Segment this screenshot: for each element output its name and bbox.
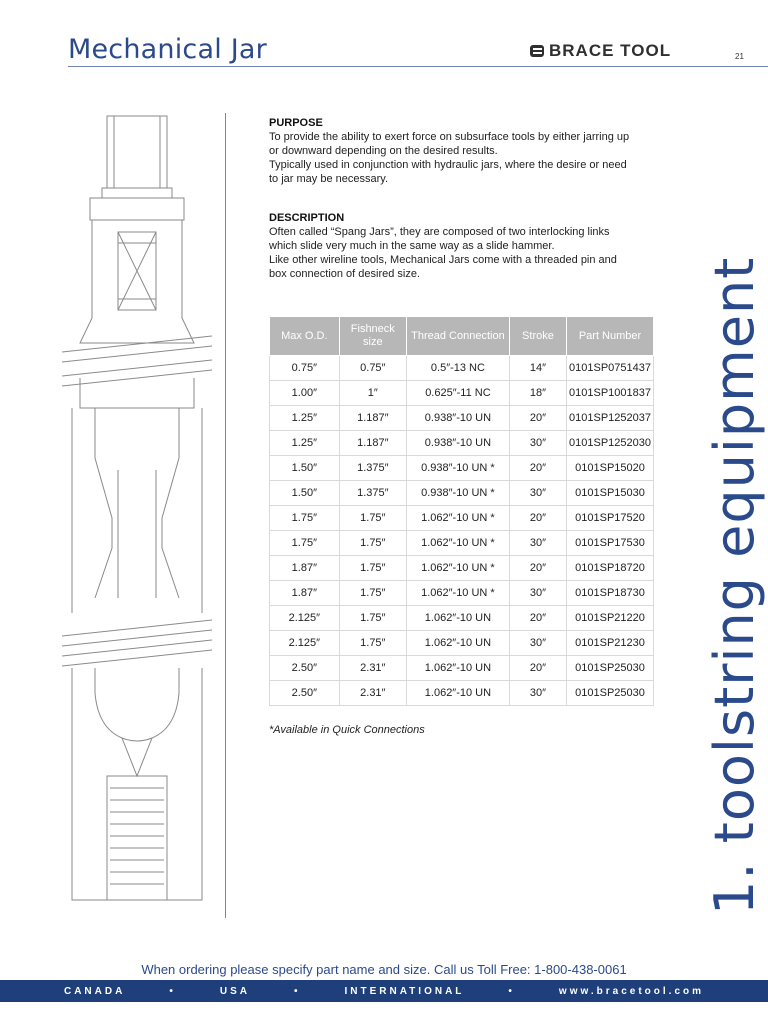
- cell-thread-connection: 1.062″-10 UN: [406, 681, 509, 706]
- cell-max-od: 2.125″: [270, 631, 340, 656]
- cell-max-od: 2.125″: [270, 606, 340, 631]
- footer-item-canada: CANADA: [63, 985, 126, 997]
- brand-name: BRACE TOOL: [549, 41, 672, 60]
- cell-fishneck-size: 1.75″: [339, 606, 406, 631]
- cell-part-number: 0101SP21220: [567, 606, 654, 631]
- cell-thread-connection: 0.938″-10 UN *: [406, 456, 509, 481]
- footer-bullet: •: [293, 985, 301, 997]
- cell-part-number: 0101SP15020: [567, 456, 654, 481]
- cell-thread-connection: 0.938″-10 UN *: [406, 481, 509, 506]
- cell-thread-connection: 1.062″-10 UN: [406, 656, 509, 681]
- description-heading: DESCRIPTION: [269, 212, 345, 224]
- header-divider: [68, 66, 768, 67]
- col-fishneck-size: Fishneck size: [339, 317, 406, 356]
- table-row: [270, 681, 654, 706]
- table-row: [270, 456, 654, 481]
- cell-stroke: 20″: [509, 606, 566, 631]
- order-info: When ordering please specify part name and size. Call us Toll Free: 1-800-438-0061: [141, 962, 627, 977]
- cell-stroke: 20″: [509, 656, 566, 681]
- footer-bullet: •: [169, 985, 176, 997]
- cell-stroke: 30″: [509, 531, 566, 556]
- cell-part-number: 0101SP15030: [567, 481, 654, 506]
- cell-stroke: 18″: [509, 381, 566, 406]
- table-row: [270, 656, 654, 681]
- table-body: [270, 356, 654, 706]
- table-row: [270, 581, 654, 606]
- col-part-number: Part Number: [567, 317, 654, 356]
- cell-part-number: 0101SP1252037: [567, 406, 654, 431]
- cell-part-number: 0101SP25030: [567, 681, 654, 706]
- col-thread-connection: Thread Connection: [406, 317, 509, 356]
- vertical-divider: [225, 113, 226, 918]
- table-row: [270, 531, 654, 556]
- page-title: Mechanical Jar: [68, 34, 267, 65]
- description-line: Like other wireline tools, Mechanical Jars come with a threaded pin and: [269, 254, 617, 266]
- footer-website-link[interactable]: www.bracetool.com: [558, 985, 705, 997]
- cell-stroke: 30″: [509, 681, 566, 706]
- purpose-line: to jar may be necessary.: [269, 173, 389, 185]
- cell-max-od: 1.87″: [270, 556, 340, 581]
- table-row: [270, 556, 654, 581]
- cell-stroke: 14″: [509, 356, 566, 381]
- cell-part-number: 0101SP1001837: [567, 381, 654, 406]
- mechanical-jar-drawing: [62, 108, 212, 908]
- purpose-heading: PURPOSE: [269, 117, 323, 129]
- cell-part-number: 0101SP25030: [567, 656, 654, 681]
- cell-fishneck-size: 1.75″: [339, 581, 406, 606]
- cell-thread-connection: 0.5″-13 NC: [406, 356, 509, 381]
- cell-thread-connection: 1.062″-10 UN *: [406, 531, 509, 556]
- table-row: [270, 431, 654, 456]
- cell-stroke: 30″: [509, 581, 566, 606]
- cell-fishneck-size: 1″: [339, 381, 406, 406]
- table-row: [270, 481, 654, 506]
- cell-thread-connection: 1.062″-10 UN *: [406, 556, 509, 581]
- brace-logo-icon: [529, 43, 545, 59]
- cell-thread-connection: 0.625″-11 NC: [406, 381, 509, 406]
- footer-bar: [0, 980, 768, 1002]
- footer-item-usa: USA: [219, 985, 250, 997]
- cell-part-number: 0101SP17530: [567, 531, 654, 556]
- footer-item-international: INTERNATIONAL: [344, 985, 465, 997]
- cell-max-od: 1.00″: [270, 381, 340, 406]
- cell-max-od: 1.25″: [270, 406, 340, 431]
- brand-logo: [529, 41, 671, 61]
- cell-thread-connection: 1.062″-10 UN *: [406, 506, 509, 531]
- cell-part-number: 0101SP17520: [567, 506, 654, 531]
- cell-fishneck-size: 2.31″: [339, 681, 406, 706]
- cell-stroke: 30″: [509, 431, 566, 456]
- spec-table: [269, 316, 654, 706]
- cell-fishneck-size: 1.187″: [339, 431, 406, 456]
- cell-fishneck-size: 1.75″: [339, 506, 406, 531]
- cell-fishneck-size: 1.375″: [339, 481, 406, 506]
- col-max-od: Max O.D.: [270, 317, 340, 356]
- cell-max-od: 1.50″: [270, 481, 340, 506]
- footer-bullet: •: [508, 985, 515, 997]
- cell-fishneck-size: 0.75″: [339, 356, 406, 381]
- description-line: which slide very much in the same way as a slide hammer.: [269, 240, 555, 252]
- cell-max-od: 1.75″: [270, 506, 340, 531]
- cell-part-number: 0101SP21230: [567, 631, 654, 656]
- table-row: [270, 406, 654, 431]
- cell-max-od: 2.50″: [270, 681, 340, 706]
- purpose-line: or downward depending on the desired results.: [269, 145, 498, 157]
- table-row: [270, 631, 654, 656]
- cell-fishneck-size: 1.375″: [339, 456, 406, 481]
- cell-thread-connection: 0.938″-10 UN: [406, 406, 509, 431]
- cell-max-od: 1.75″: [270, 531, 340, 556]
- cell-max-od: 1.25″: [270, 431, 340, 456]
- table-header-row: [270, 317, 654, 356]
- table-row: [270, 506, 654, 531]
- text-content: [269, 117, 669, 281]
- section-title: 1. toolstring equipment: [703, 256, 766, 915]
- cell-part-number: 0101SP18730: [567, 581, 654, 606]
- cell-max-od: 1.50″: [270, 456, 340, 481]
- cell-max-od: 2.50″: [270, 656, 340, 681]
- cell-stroke: 20″: [509, 456, 566, 481]
- cell-stroke: 20″: [509, 406, 566, 431]
- description-line: Often called “Spang Jars”, they are composed of two interlocking links: [269, 226, 610, 238]
- purpose-line: To provide the ability to exert force on subsurface tools by either jarring up: [269, 131, 630, 143]
- col-stroke: Stroke: [509, 317, 566, 356]
- cell-max-od: 0.75″: [270, 356, 340, 381]
- cell-part-number: 0101SP18720: [567, 556, 654, 581]
- cell-thread-connection: 0.938″-10 UN: [406, 431, 509, 456]
- cell-fishneck-size: 2.31″: [339, 656, 406, 681]
- cell-stroke: 30″: [509, 631, 566, 656]
- cell-thread-connection: 1.062″-10 UN *: [406, 581, 509, 606]
- cell-stroke: 20″: [509, 506, 566, 531]
- purpose-line: Typically used in conjunction with hydraulic jars, where the desire or need: [269, 159, 627, 171]
- table-row: [270, 356, 654, 381]
- page-number: 21: [735, 52, 744, 61]
- cell-thread-connection: 1.062″-10 UN: [406, 606, 509, 631]
- cell-fishneck-size: 1.187″: [339, 406, 406, 431]
- table-row: [270, 606, 654, 631]
- cell-stroke: 30″: [509, 481, 566, 506]
- cell-fishneck-size: 1.75″: [339, 556, 406, 581]
- cell-fishneck-size: 1.75″: [339, 631, 406, 656]
- cell-thread-connection: 1.062″-10 UN: [406, 631, 509, 656]
- cell-max-od: 1.87″: [270, 581, 340, 606]
- footnote: *Available in Quick Connections: [269, 724, 425, 736]
- cell-fishneck-size: 1.75″: [339, 531, 406, 556]
- table-row: [270, 381, 654, 406]
- cell-part-number: 0101SP1252030: [567, 431, 654, 456]
- description-line: box connection of desired size.: [269, 268, 421, 280]
- cell-part-number: 0101SP0751437: [567, 356, 654, 381]
- cell-stroke: 20″: [509, 556, 566, 581]
